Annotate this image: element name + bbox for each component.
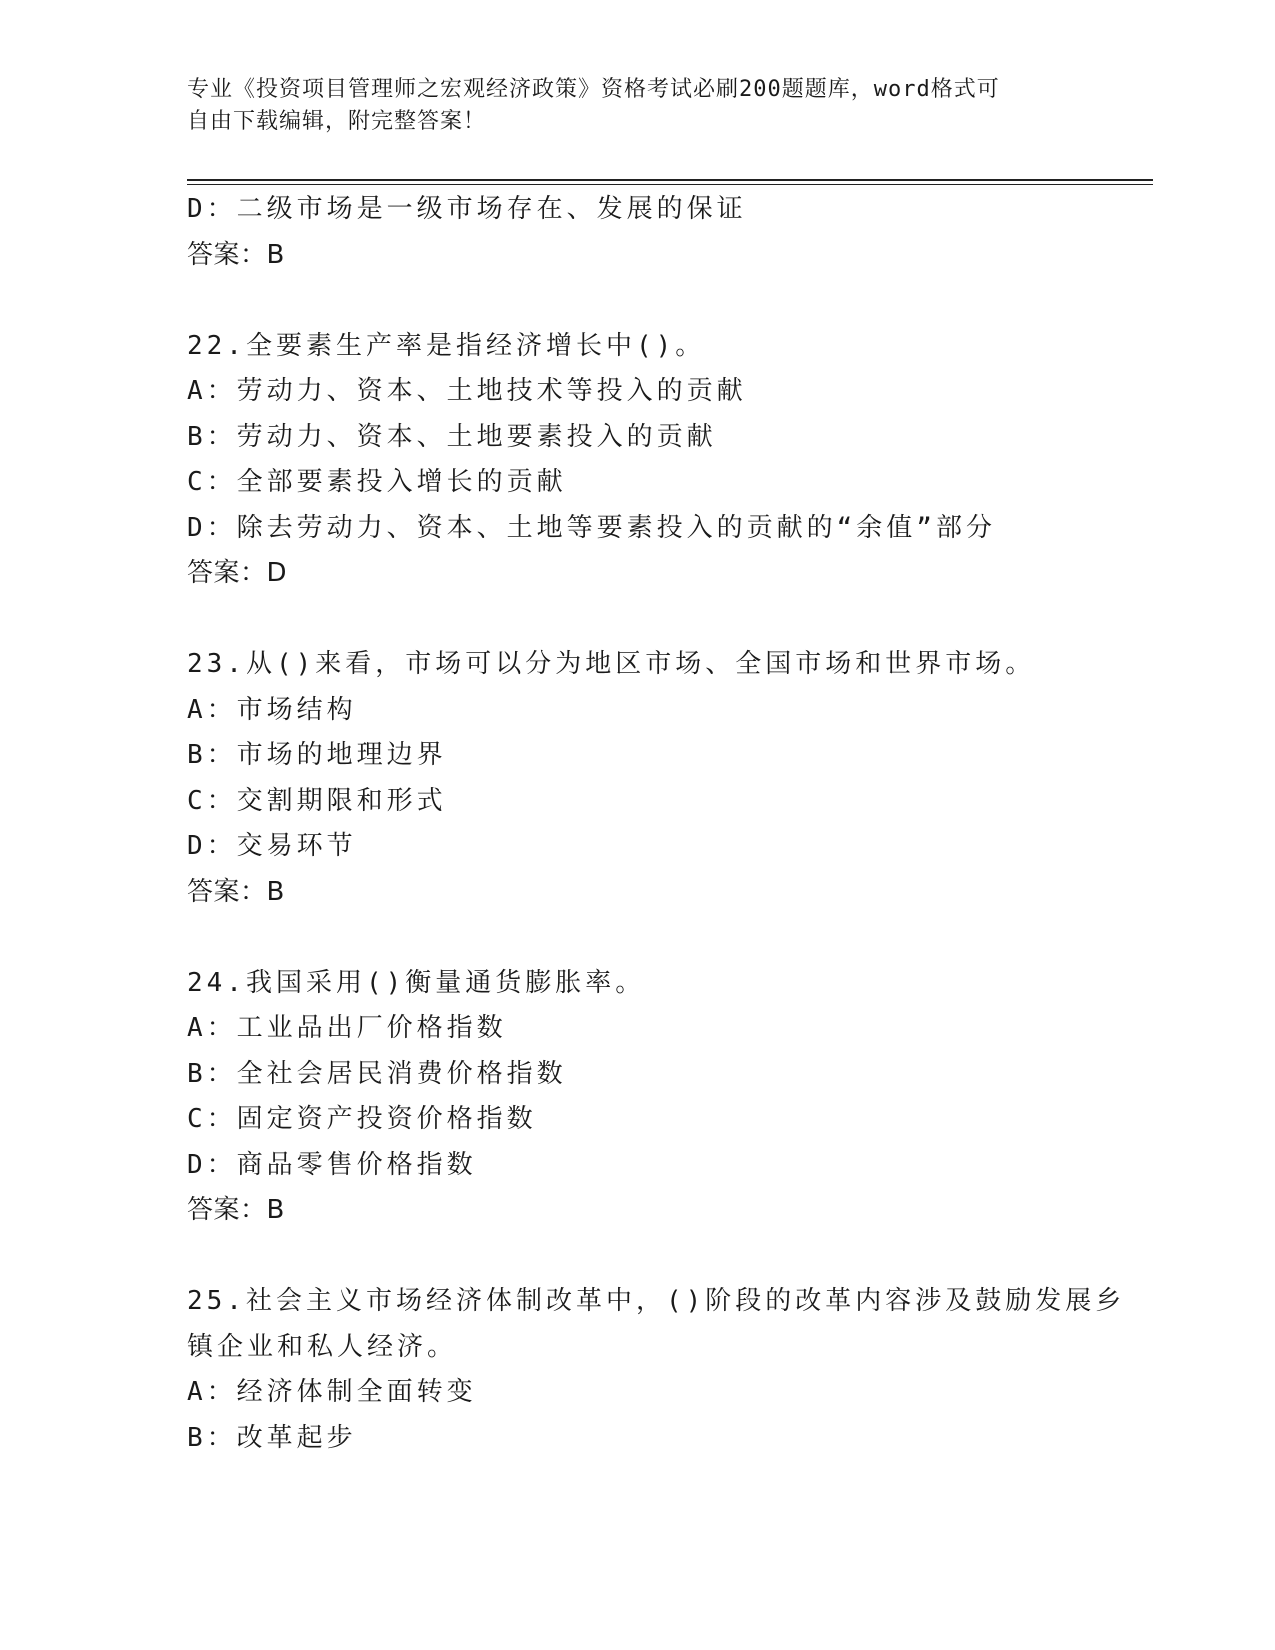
q23-stem: 23.从()来看，市场可以分为地区市场、全国市场和世界市场。 bbox=[187, 649, 1036, 679]
q24-answer: 答案：B bbox=[187, 1195, 285, 1225]
q25-option-a: A：经济体制全面转变 bbox=[187, 1377, 477, 1407]
q22-answer: 答案：D bbox=[187, 558, 288, 588]
q24-option-a: A：工业品出厂价格指数 bbox=[187, 1013, 507, 1043]
q23-option-d: D：交易环节 bbox=[187, 831, 357, 861]
q22-option-b: B：劳动力、资本、土地要素投入的贡献 bbox=[187, 421, 717, 452]
q21-option-d: D：二级市场是一级市场存在、发展的保证 bbox=[187, 194, 747, 224]
q23-option-b: B：市场的地理边界 bbox=[187, 740, 447, 770]
q24-stem: 24.我国采用()衡量通货膨胀率。 bbox=[187, 967, 646, 998]
q22-stem: 22.全要素生产率是指经济增长中()。 bbox=[187, 330, 706, 361]
header-title-line-1: 专业《投资项目管理师之宏观经济政策》资格考试必刷200题题库，word格式可 bbox=[187, 77, 1000, 102]
q25-option-b: B：改革起步 bbox=[187, 1422, 357, 1453]
q22-option-a: A：劳动力、资本、土地技术等投入的贡献 bbox=[187, 376, 747, 406]
header-title-line-2: 自由下载编辑，附完整答案！ bbox=[187, 109, 487, 134]
question-list bbox=[187, 187, 1126, 1461]
q24-option-c: C：固定资产投资价格指数 bbox=[187, 1104, 537, 1134]
q25-stem-line-1: 25.社会主义市场经济体制改革中，()阶段的改革内容涉及鼓励发展乡 bbox=[187, 1286, 1126, 1316]
spacer bbox=[187, 915, 1087, 961]
q22-option-c: C：全部要素投入增长的贡献 bbox=[187, 467, 567, 497]
spacer bbox=[187, 1234, 1087, 1280]
q25-stem-line-2: 镇企业和私人经济。 bbox=[187, 1331, 458, 1362]
q22-option-d: D：除去劳动力、资本、土地等要素投入的贡献的“余值”部分 bbox=[187, 512, 996, 543]
q23-option-a: A：市场结构 bbox=[187, 694, 357, 725]
document-header bbox=[187, 74, 1067, 138]
header-divider-thin bbox=[187, 184, 1153, 185]
header-divider-thick bbox=[187, 179, 1153, 181]
spacer bbox=[187, 278, 1087, 324]
q24-option-d: D：商品零售价格指数 bbox=[187, 1149, 477, 1180]
q24-option-b: B：全社会居民消费价格指数 bbox=[187, 1058, 567, 1089]
q23-option-c: C：交割期限和形式 bbox=[187, 785, 447, 816]
q21-answer: 答案：B bbox=[187, 239, 285, 270]
spacer bbox=[187, 597, 1087, 643]
q23-answer: 答案：B bbox=[187, 876, 285, 907]
